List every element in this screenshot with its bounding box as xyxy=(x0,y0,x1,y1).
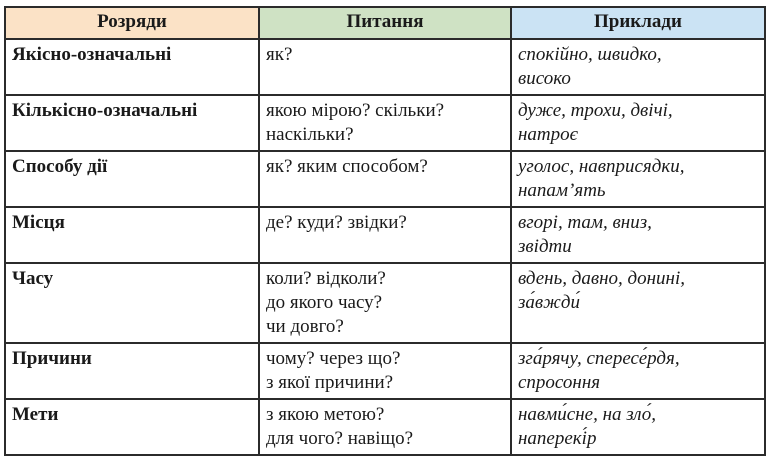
questions-cell xyxy=(259,343,511,399)
example-line: звідти xyxy=(518,236,572,257)
questions-cell xyxy=(259,207,511,263)
example-line: високо xyxy=(518,68,571,89)
header-categories: Розряди xyxy=(5,7,259,39)
example-line: уголос, навприсядки, xyxy=(518,156,685,177)
question-line: чи довго? xyxy=(266,316,344,337)
example-line: дуже, трохи, двічі, xyxy=(518,100,673,121)
header-examples: Приклади xyxy=(511,7,765,39)
questions-cell xyxy=(259,263,511,343)
question-line: до якого часу? xyxy=(266,292,383,313)
question-line: наскільки? xyxy=(266,124,354,145)
example-line: спокійно, швидко, xyxy=(518,44,662,65)
example-line: напам’ять xyxy=(518,180,606,201)
question-line: коли? відколи? xyxy=(266,268,386,289)
category-cell: Способу дії xyxy=(5,151,259,207)
table-row xyxy=(5,151,765,207)
example-line: за́вжди́ xyxy=(518,292,580,313)
example-line: зга́рячу, спересе́рдя, xyxy=(518,348,680,369)
example-line: навми́сне, на зло́, xyxy=(518,404,656,425)
adverb-categories-table xyxy=(4,6,766,456)
table-row xyxy=(5,95,765,151)
question-line: чому? через що? xyxy=(266,348,401,369)
example-line: вдень, давно, донині, xyxy=(518,268,686,289)
example-line: спросоння xyxy=(518,372,601,393)
examples-cell xyxy=(511,95,765,151)
category-cell: Мети xyxy=(5,399,259,455)
question-line: як? xyxy=(266,44,293,65)
adverb-categories-table-wrapper xyxy=(4,6,764,456)
category-cell: Кількісно-означальні xyxy=(5,95,259,151)
table-header-row xyxy=(5,7,765,39)
example-line: натроє xyxy=(518,124,578,145)
question-line: з якою метою? xyxy=(266,404,385,425)
header-questions: Питання xyxy=(259,7,511,39)
example-line: наперекі́р xyxy=(518,428,597,449)
table-row xyxy=(5,263,765,343)
category-cell: Причини xyxy=(5,343,259,399)
table-row xyxy=(5,39,765,95)
questions-cell xyxy=(259,39,511,95)
table-row xyxy=(5,207,765,263)
question-line: як? яким способом? xyxy=(266,156,428,177)
questions-cell xyxy=(259,151,511,207)
examples-cell xyxy=(511,207,765,263)
example-line: вгорі, там, вниз, xyxy=(518,212,652,233)
category-cell: Місця xyxy=(5,207,259,263)
examples-cell xyxy=(511,39,765,95)
examples-cell xyxy=(511,343,765,399)
table-row xyxy=(5,343,765,399)
question-line: де? куди? звідки? xyxy=(266,212,407,233)
category-cell: Якісно-означальні xyxy=(5,39,259,95)
question-line: з якої причини? xyxy=(266,372,394,393)
question-line: якою мірою? скільки? xyxy=(266,100,445,121)
questions-cell xyxy=(259,399,511,455)
category-cell: Часу xyxy=(5,263,259,343)
examples-cell xyxy=(511,399,765,455)
questions-cell xyxy=(259,95,511,151)
table-row xyxy=(5,399,765,455)
examples-cell xyxy=(511,263,765,343)
examples-cell xyxy=(511,151,765,207)
question-line: для чого? навіщо? xyxy=(266,428,414,449)
